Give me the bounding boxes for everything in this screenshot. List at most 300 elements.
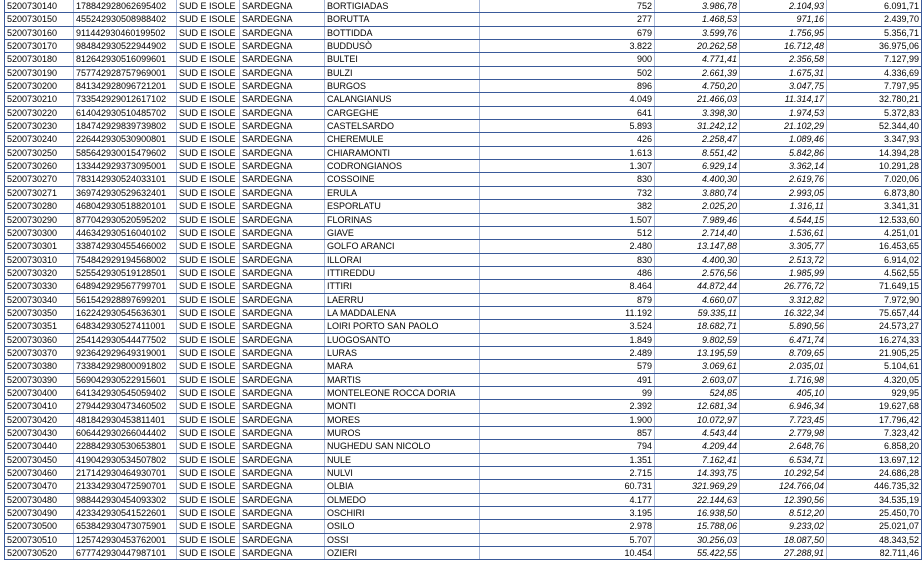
cell-value-a: 10.072,97 [655,413,740,426]
table-row [5,427,922,440]
cell-id: 423342930541522601 [74,507,177,520]
cell-value-a: 4.543,44 [655,427,740,440]
cell-region: SARDEGNA [240,386,325,399]
table-row [5,133,922,146]
cell-region: SARDEGNA [240,133,325,146]
cell-comune: MONTI [325,400,480,413]
cell-population: 8.464 [480,280,655,293]
cell-code: 5200730290 [5,213,74,226]
cell-id: 812642930516099601 [74,53,177,66]
cell-value-a: 20.262,58 [655,40,740,53]
cell-code: 5200730480 [5,493,74,506]
cell-area: SUD E ISOLE [177,400,240,413]
cell-value-a: 4.660,07 [655,293,740,306]
cell-population: 830 [480,173,655,186]
cell-id: 525542930519128501 [74,266,177,279]
cell-area: SUD E ISOLE [177,106,240,119]
table-row [5,293,922,306]
cell-value-b: 9.233,02 [740,520,827,533]
cell-id: 455242930508988402 [74,13,177,26]
cell-comune: BORTIGIADAS [325,0,480,13]
cell-total: 5.356,71 [827,26,922,39]
cell-population: 60.731 [480,480,655,493]
cell-id: 468042930518820101 [74,200,177,213]
cell-population: 1.307 [480,160,655,173]
cell-value-a: 2.714,40 [655,226,740,239]
table-row [5,480,922,493]
cell-value-a: 3.986,78 [655,0,740,13]
cell-value-a: 6.929,14 [655,160,740,173]
cell-area: SUD E ISOLE [177,413,240,426]
cell-comune: OLBIA [325,480,480,493]
cell-value-b: 2.356,58 [740,53,827,66]
cell-region: SARDEGNA [240,146,325,159]
cell-code: 5200730200 [5,80,74,93]
table-row [5,520,922,533]
cell-region: SARDEGNA [240,520,325,533]
table-row [5,53,922,66]
cell-population: 99 [480,386,655,399]
cell-code: 5200730420 [5,413,74,426]
cell-area: SUD E ISOLE [177,173,240,186]
cell-comune: LA MADDALENA [325,306,480,319]
cell-population: 10.454 [480,547,655,560]
table-row [5,160,922,173]
cell-population: 4.049 [480,93,655,106]
cell-area: SUD E ISOLE [177,53,240,66]
cell-value-a: 3.880,74 [655,186,740,199]
cell-comune: OSSI [325,533,480,546]
cell-population: 512 [480,226,655,239]
table-row [5,533,922,546]
table-row [5,266,922,279]
cell-area: SUD E ISOLE [177,93,240,106]
cell-area: SUD E ISOLE [177,306,240,319]
cell-region: SARDEGNA [240,413,325,426]
cell-value-a: 9.802,59 [655,333,740,346]
cell-region: SARDEGNA [240,280,325,293]
cell-total: 19.627,68 [827,400,922,413]
cell-population: 579 [480,360,655,373]
table-row [5,346,922,359]
cell-value-b: 12.390,56 [740,493,827,506]
table-row [5,26,922,39]
cell-id: 226442930530900801 [74,133,177,146]
cell-value-a: 7.989,46 [655,213,740,226]
cell-id: 877042930520595202 [74,213,177,226]
cell-value-a: 3.599,76 [655,26,740,39]
cell-area: SUD E ISOLE [177,520,240,533]
cell-comune: NULVI [325,467,480,480]
cell-region: SARDEGNA [240,453,325,466]
cell-value-a: 321.969,29 [655,480,740,493]
cell-code: 5200730220 [5,106,74,119]
cell-total: 3.341,31 [827,200,922,213]
cell-value-b: 2.035,01 [740,360,827,373]
cell-comune: BULZI [325,66,480,79]
cell-code: 5200730520 [5,547,74,560]
cell-total: 17.796,42 [827,413,922,426]
cell-value-a: 15.788,06 [655,520,740,533]
cell-code: 5200730370 [5,346,74,359]
cell-id: 133442929373095001 [74,160,177,173]
cell-code: 5200730150 [5,13,74,26]
cell-comune: BURGOS [325,80,480,93]
cell-area: SUD E ISOLE [177,213,240,226]
cell-area: SUD E ISOLE [177,146,240,159]
cell-region: SARDEGNA [240,467,325,480]
cell-region: SARDEGNA [240,306,325,319]
cell-value-b: 1.985,99 [740,266,827,279]
cell-area: SUD E ISOLE [177,66,240,79]
table-row [5,213,922,226]
cell-region: SARDEGNA [240,173,325,186]
cell-total: 6.858,20 [827,440,922,453]
cell-id: 481842930453811401 [74,413,177,426]
cell-comune: BULTEI [325,53,480,66]
table-row [5,413,922,426]
cell-total: 82.711,46 [827,547,922,560]
cell-id: 561542928897699201 [74,293,177,306]
cell-comune: OSILO [325,520,480,533]
cell-area: SUD E ISOLE [177,133,240,146]
cell-id: 419042930534507802 [74,453,177,466]
cell-value-a: 13.147,88 [655,240,740,253]
table-row [5,173,922,186]
table-row [5,186,922,199]
data-table [4,0,922,560]
cell-id: 254142930544477502 [74,333,177,346]
cell-total: 7.020,06 [827,173,922,186]
cell-value-a: 13.195,59 [655,346,740,359]
table-row [5,467,922,480]
table-row [5,373,922,386]
cell-comune: ESPORLATU [325,200,480,213]
cell-total: 446.735,32 [827,480,922,493]
cell-region: SARDEGNA [240,26,325,39]
cell-id: 446342930516040102 [74,226,177,239]
cell-area: SUD E ISOLE [177,427,240,440]
cell-id: 754842929194568002 [74,253,177,266]
cell-value-b: 2.619,76 [740,173,827,186]
cell-id: 648942929567799701 [74,280,177,293]
cell-population: 277 [480,13,655,26]
cell-value-b: 1.536,61 [740,226,827,239]
cell-value-a: 12.681,34 [655,400,740,413]
cell-region: SARDEGNA [240,13,325,26]
cell-value-a: 16.938,50 [655,507,740,520]
cell-region: SARDEGNA [240,66,325,79]
cell-code: 5200730410 [5,400,74,413]
cell-comune: MARTIS [325,373,480,386]
cell-total: 4.562,55 [827,266,922,279]
cell-comune: CHEREMULE [325,133,480,146]
cell-total: 24.573,27 [827,320,922,333]
cell-comune: NUGHEDU SAN NICOLO [325,440,480,453]
cell-value-b: 26.776,72 [740,280,827,293]
cell-area: SUD E ISOLE [177,253,240,266]
cell-area: SUD E ISOLE [177,453,240,466]
cell-value-b: 10.292,54 [740,467,827,480]
cell-comune: MUROS [325,427,480,440]
table-row [5,453,922,466]
cell-area: SUD E ISOLE [177,200,240,213]
cell-id: 569042930522915601 [74,373,177,386]
cell-code: 5200730390 [5,373,74,386]
cell-region: SARDEGNA [240,360,325,373]
table-row [5,306,922,319]
cell-area: SUD E ISOLE [177,507,240,520]
cell-population: 486 [480,266,655,279]
cell-total: 25.021,07 [827,520,922,533]
cell-value-b: 1.756,95 [740,26,827,39]
cell-area: SUD E ISOLE [177,493,240,506]
cell-id: 677742930447987101 [74,547,177,560]
cell-population: 879 [480,293,655,306]
cell-value-a: 14.393,75 [655,467,740,480]
cell-id: 733542929012617102 [74,93,177,106]
cell-value-a: 4.750,20 [655,80,740,93]
cell-value-b: 6.534,71 [740,453,827,466]
cell-region: SARDEGNA [240,493,325,506]
cell-code: 5200730430 [5,427,74,440]
cell-id: 653842930473075901 [74,520,177,533]
cell-code: 5200730490 [5,507,74,520]
cell-total: 7.797,95 [827,80,922,93]
cell-id: 184742929839739802 [74,120,177,133]
cell-id: 125742930453762001 [74,533,177,546]
cell-comune: ITTIRI [325,280,480,293]
cell-population: 2.480 [480,240,655,253]
cell-id: 614042930510485702 [74,106,177,119]
cell-population: 830 [480,253,655,266]
cell-value-b: 18.087,50 [740,533,827,546]
table-row [5,66,922,79]
cell-population: 857 [480,427,655,440]
cell-code: 5200730300 [5,226,74,239]
cell-value-a: 4.209,44 [655,440,740,453]
cell-population: 641 [480,106,655,119]
cell-code: 5200730380 [5,360,74,373]
cell-id: 162242930545636301 [74,306,177,319]
cell-comune: CARGEGHE [325,106,480,119]
cell-total: 48.343,52 [827,533,922,546]
cell-value-b: 2.648,76 [740,440,827,453]
cell-value-a: 59.335,11 [655,306,740,319]
cell-value-a: 524,85 [655,386,740,399]
cell-population: 679 [480,26,655,39]
cell-value-b: 6.946,34 [740,400,827,413]
cell-code: 5200730350 [5,306,74,319]
cell-population: 4.177 [480,493,655,506]
cell-total: 929,95 [827,386,922,399]
cell-comune: MONTELEONE ROCCA DORIA [325,386,480,399]
cell-value-a: 1.468,53 [655,13,740,26]
cell-area: SUD E ISOLE [177,13,240,26]
table-row [5,120,922,133]
cell-id: 279442930473460502 [74,400,177,413]
cell-total: 24.686,28 [827,467,922,480]
cell-id: 641342930545059402 [74,386,177,399]
cell-value-a: 30.256,03 [655,533,740,546]
cell-population: 752 [480,0,655,13]
cell-id: 648342930527411001 [74,320,177,333]
cell-code: 5200730500 [5,520,74,533]
cell-region: SARDEGNA [240,266,325,279]
cell-id: 369742930529632401 [74,186,177,199]
cell-code: 5200730270 [5,173,74,186]
cell-value-b: 21.102,29 [740,120,827,133]
cell-value-a: 4.400,30 [655,253,740,266]
cell-population: 3.195 [480,507,655,520]
cell-id: 217142930464930701 [74,467,177,480]
cell-comune: ITTIREDDU [325,266,480,279]
cell-area: SUD E ISOLE [177,40,240,53]
cell-population: 2.489 [480,346,655,359]
cell-comune: OSCHIRI [325,507,480,520]
cell-value-b: 1.316,11 [740,200,827,213]
cell-comune: ILLORAI [325,253,480,266]
cell-total: 6.091,71 [827,0,922,13]
cell-code: 5200730170 [5,40,74,53]
cell-total: 71.649,15 [827,280,922,293]
cell-comune: CASTELSARDO [325,120,480,133]
table-body [5,0,922,560]
table-row [5,507,922,520]
cell-total: 25.450,70 [827,507,922,520]
cell-population: 502 [480,66,655,79]
cell-id: 733842929800091802 [74,360,177,373]
table-row [5,386,922,399]
cell-comune: OZIERI [325,547,480,560]
table-row [5,320,922,333]
cell-value-a: 8.551,42 [655,146,740,159]
cell-code: 5200730460 [5,467,74,480]
cell-comune: CALANGIANUS [325,93,480,106]
cell-id: 841342928096721201 [74,80,177,93]
cell-comune: LOIRI PORTO SAN PAOLO [325,320,480,333]
cell-population: 491 [480,373,655,386]
cell-code: 5200730190 [5,66,74,79]
cell-id: 923642929649319001 [74,346,177,359]
cell-total: 2.439,70 [827,13,922,26]
cell-region: SARDEGNA [240,346,325,359]
cell-area: SUD E ISOLE [177,373,240,386]
cell-code: 5200730230 [5,120,74,133]
cell-code: 5200730400 [5,386,74,399]
cell-value-b: 3.305,77 [740,240,827,253]
cell-region: SARDEGNA [240,440,325,453]
cell-id: 585642930015479602 [74,146,177,159]
cell-area: SUD E ISOLE [177,440,240,453]
cell-value-b: 3.362,14 [740,160,827,173]
cell-comune: MORES [325,413,480,426]
cell-total: 32.780,21 [827,93,922,106]
cell-area: SUD E ISOLE [177,186,240,199]
cell-comune: GOLFO ARANCI [325,240,480,253]
table-row [5,400,922,413]
cell-value-a: 2.661,39 [655,66,740,79]
cell-value-b: 8.512,20 [740,507,827,520]
cell-region: SARDEGNA [240,293,325,306]
table-row [5,240,922,253]
cell-value-a: 7.162,41 [655,453,740,466]
cell-area: SUD E ISOLE [177,280,240,293]
cell-population: 5.893 [480,120,655,133]
cell-value-a: 2.025,20 [655,200,740,213]
cell-area: SUD E ISOLE [177,346,240,359]
cell-value-a: 4.771,41 [655,53,740,66]
cell-value-a: 2.258,47 [655,133,740,146]
cell-region: SARDEGNA [240,373,325,386]
cell-total: 7.127,99 [827,53,922,66]
cell-total: 5.372,83 [827,106,922,119]
cell-population: 5.707 [480,533,655,546]
cell-region: SARDEGNA [240,53,325,66]
cell-value-b: 8.709,65 [740,346,827,359]
cell-value-b: 3.047,75 [740,80,827,93]
cell-area: SUD E ISOLE [177,480,240,493]
cell-value-b: 1.675,31 [740,66,827,79]
cell-total: 75.657,44 [827,306,922,319]
cell-id: 228842930530653801 [74,440,177,453]
table-row [5,13,922,26]
cell-total: 14.394,28 [827,146,922,159]
cell-comune: OLMEDO [325,493,480,506]
cell-value-b: 2.993,05 [740,186,827,199]
cell-area: SUD E ISOLE [177,0,240,13]
cell-value-b: 2.779,98 [740,427,827,440]
cell-total: 6.873,80 [827,186,922,199]
cell-value-b: 1.974,53 [740,106,827,119]
cell-region: SARDEGNA [240,200,325,213]
cell-comune: LURAS [325,346,480,359]
cell-area: SUD E ISOLE [177,320,240,333]
cell-comune: FLORINAS [325,213,480,226]
cell-code: 5200730330 [5,280,74,293]
cell-value-a: 4.400,30 [655,173,740,186]
cell-value-a: 22.144,63 [655,493,740,506]
cell-id: 178842928062695402 [74,0,177,13]
cell-id: 988442930454093302 [74,493,177,506]
cell-region: SARDEGNA [240,213,325,226]
cell-code: 5200730260 [5,160,74,173]
cell-value-a: 31.242,12 [655,120,740,133]
table-row [5,40,922,53]
cell-population: 3.822 [480,40,655,53]
cell-comune: BUDDUSÒ [325,40,480,53]
cell-area: SUD E ISOLE [177,547,240,560]
cell-population: 382 [480,200,655,213]
cell-total: 7.972,90 [827,293,922,306]
cell-value-a: 18.682,71 [655,320,740,333]
cell-comune: ERULA [325,186,480,199]
cell-comune: BOTTIDDA [325,26,480,39]
cell-population: 732 [480,186,655,199]
cell-code: 5200730180 [5,53,74,66]
cell-area: SUD E ISOLE [177,467,240,480]
cell-id: 213342930472590701 [74,480,177,493]
cell-population: 2.715 [480,467,655,480]
cell-value-a: 21.466,03 [655,93,740,106]
cell-code: 5200730301 [5,240,74,253]
cell-total: 6.914,02 [827,253,922,266]
cell-code: 5200730351 [5,320,74,333]
cell-region: SARDEGNA [240,93,325,106]
table-row [5,226,922,239]
cell-region: SARDEGNA [240,240,325,253]
cell-region: SARDEGNA [240,120,325,133]
